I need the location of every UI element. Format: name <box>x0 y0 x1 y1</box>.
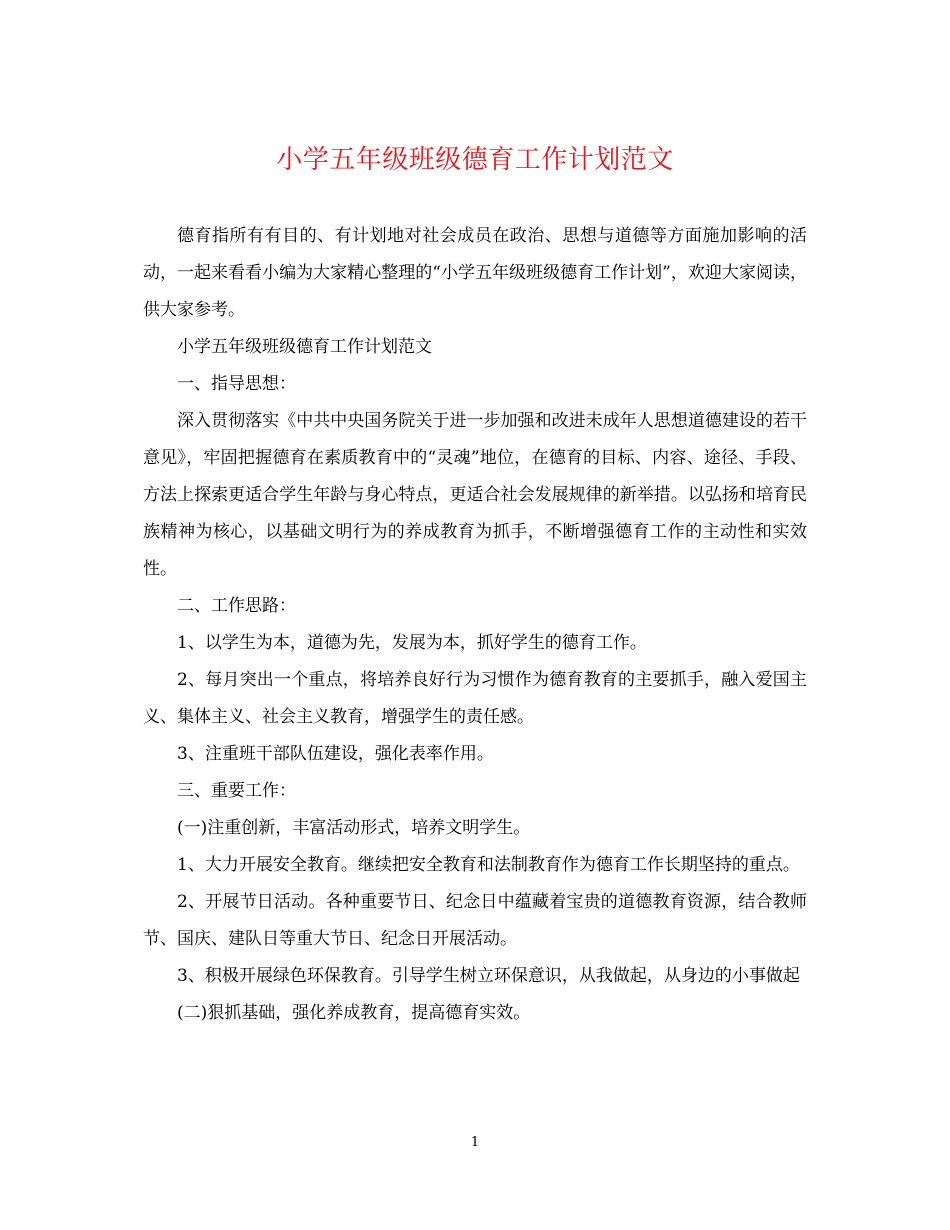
document-body <box>143 218 807 1032</box>
paragraph-approach-1: 1、以学生为本，道德为先，发展为本，抓好学生的德育工作。 <box>177 633 647 653</box>
page-number: 1 <box>470 1135 480 1150</box>
paragraph-approach-2: 2、每月突出一个重点，将培养良好行为习惯作为德育教育的主要抓手，融入爱国主义、集体主义、社会主义教育，增强学生的责任感。 <box>143 670 807 727</box>
section-heading-work-approach: 二、工作思路： <box>177 596 296 616</box>
paragraph-subtitle: 小学五年级班级德育工作计划范文 <box>177 337 432 357</box>
subsection-heading-foundation: (二)狠抓基础，强化养成教育，提高德育实效。 <box>177 1003 531 1023</box>
paragraph-intro: 德育指所有有目的、有计划地对社会成员在政治、思想与道德等方面施加影响的活动，一起来看看小编为大家精心整理的“小学五年级班级德育工作计划”，欢迎大家阅读，供大家参考。 <box>143 226 807 320</box>
paragraph-guiding-thought: 深入贯彻落实《中共中央国务院关于进一步加强和改进未成年人思想道德建设的若干意见》，牢固把握德育在素质教育中的“灵魂”地位，在德育的目标、内容、途径、手段、方法上探索更适合学生年龄与身心特点，更适合社会发展规律的新举措。以弘扬和培育民族精神为核心，以基础文明行为的养成教育为抓手，不断增强德育工作的主动性和实效性。 <box>143 411 807 579</box>
section-heading-main-work: 三、重要工作： <box>177 781 296 801</box>
paragraph-approach-3: 3、注重班干部队伍建设，强化表率作用。 <box>177 744 494 764</box>
section-heading-guiding-thought: 一、指导思想： <box>177 374 296 394</box>
paragraph-work-2: 2、开展节日活动。各种重要节日、纪念日中蕴藏着宝贵的道德教育资源，结合教师节、国庆、建队日等重大节日、纪念日开展活动。 <box>143 892 807 949</box>
paragraph-work-1: 1、大力开展安全教育。继续把安全教育和法制教育作为德育工作长期坚持的重点。 <box>177 855 800 875</box>
subsection-heading-innovation: (一)注重创新，丰富活动形式，培养文明学生。 <box>177 818 531 838</box>
document-title: 小学五年级班级德育工作计划范文 <box>276 145 674 175</box>
paragraph-work-3: 3、积极开展绿色环保教育。引导学生树立环保意识，从我做起，从身边的小事做起 <box>177 966 800 986</box>
